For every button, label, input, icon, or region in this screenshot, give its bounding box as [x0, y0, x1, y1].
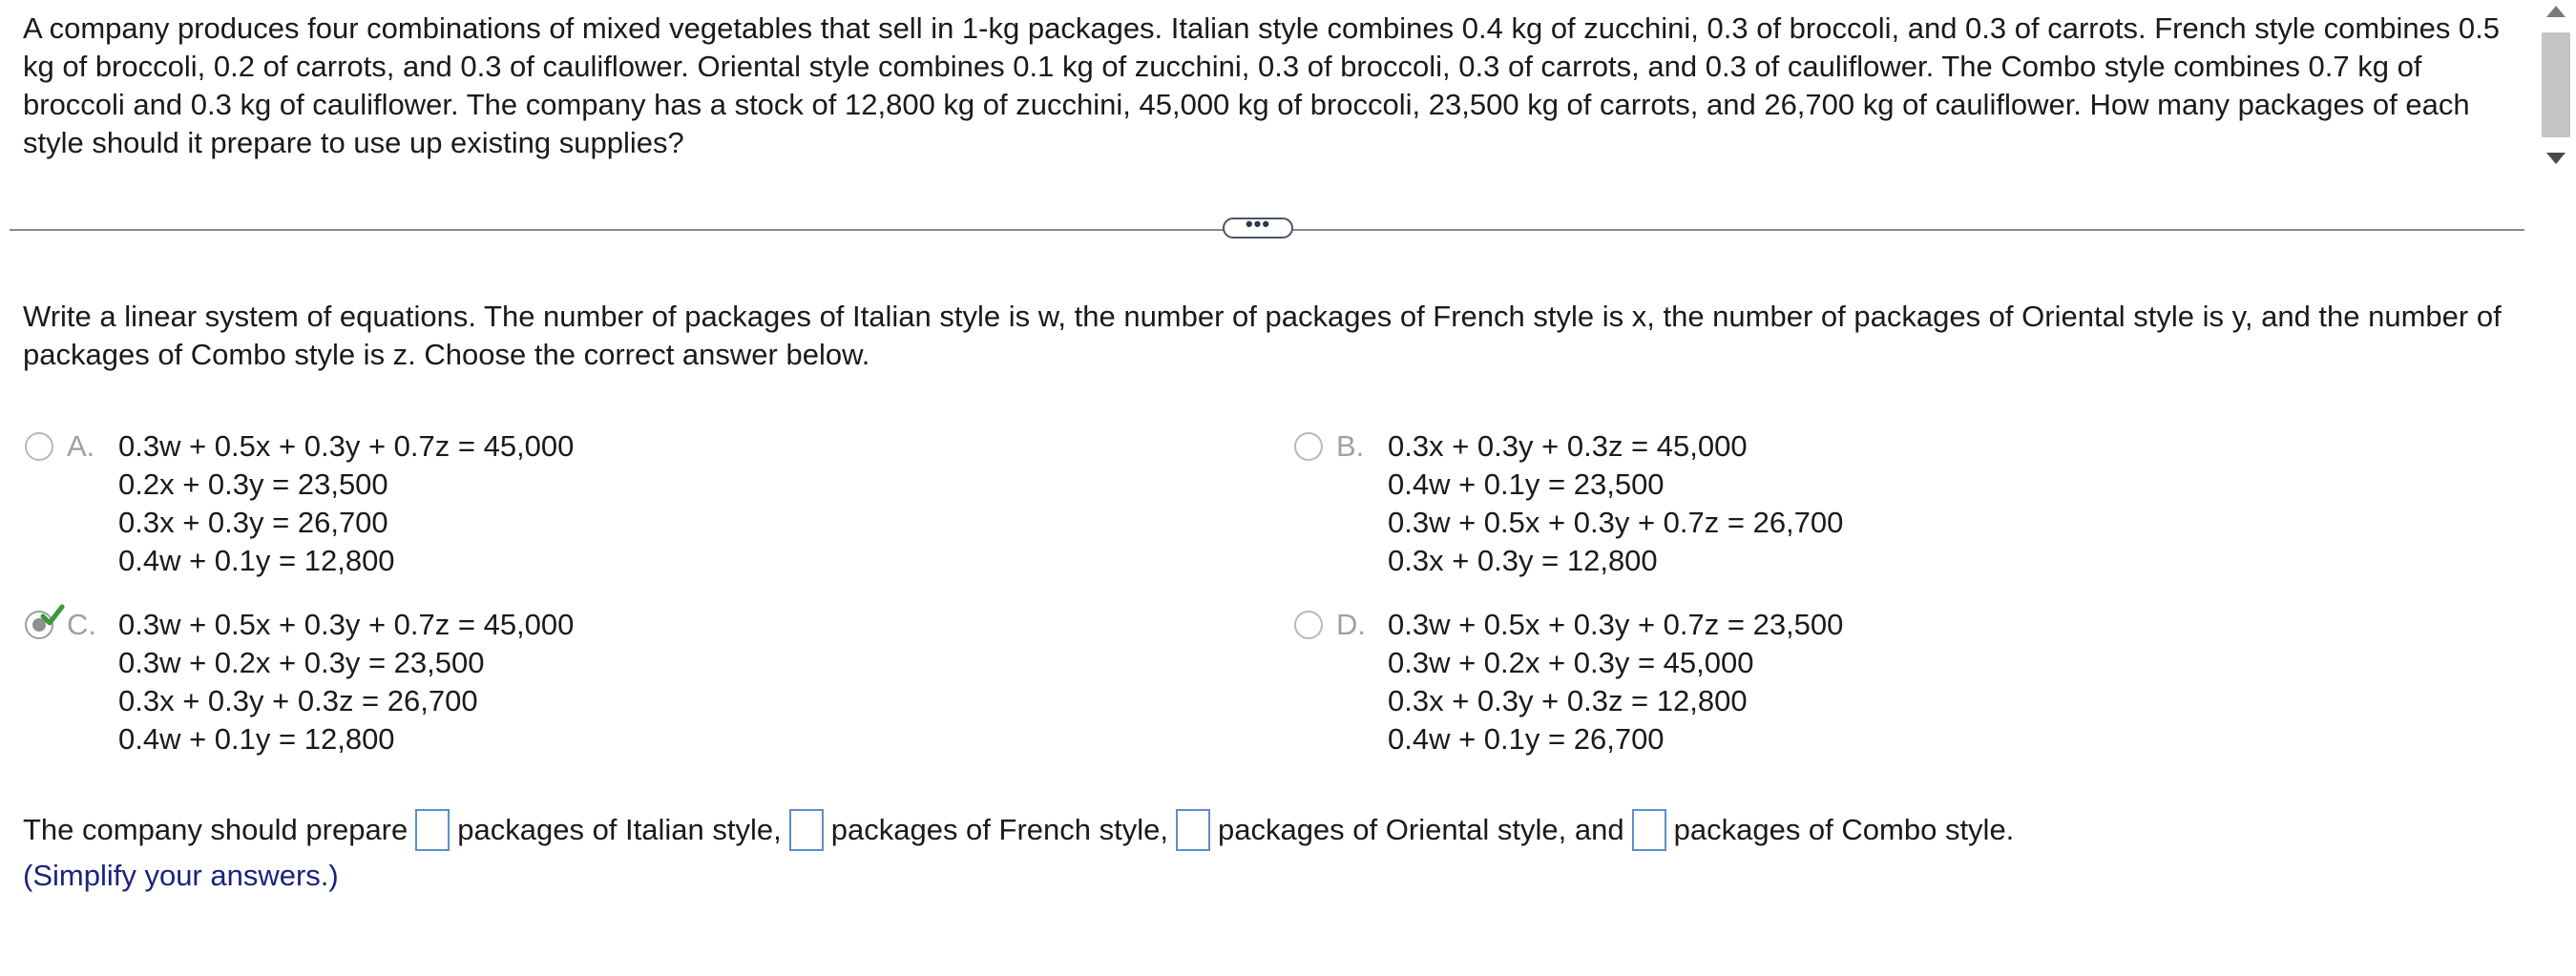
option-c[interactable]: [25, 606, 574, 758]
check-icon: [40, 603, 65, 628]
french-answer-input[interactable]: [789, 809, 824, 851]
expand-more-button[interactable]: •••: [1223, 218, 1293, 239]
option-b-letter: B.: [1336, 429, 1365, 463]
equation: 0.4w + 0.1y = 23,500: [1388, 467, 1665, 501]
equation: 0.3x + 0.3y = 12,800: [1388, 544, 1658, 577]
equation: 0.3w + 0.5x + 0.3y + 0.7z = 26,700: [1388, 506, 1844, 539]
equation: 0.3w + 0.2x + 0.3y = 45,000: [1388, 646, 1754, 679]
equation: 0.3x + 0.3y + 0.3z = 45,000: [1388, 429, 1748, 463]
question-scrollbar[interactable]: [2536, 0, 2576, 172]
option-a-radio[interactable]: [25, 432, 53, 461]
option-b-equations: [1388, 427, 1843, 580]
equation: 0.3w + 0.5x + 0.3y + 0.7z = 23,500: [1388, 608, 1844, 641]
option-c-letter: C.: [67, 608, 96, 641]
option-b-radio[interactable]: [1294, 432, 1323, 461]
equation: 0.4w + 0.1y = 12,800: [118, 544, 395, 577]
combo-label: packages of Combo style.: [1673, 813, 2015, 846]
option-c-equations: [118, 606, 574, 758]
italian-label: packages of Italian style,: [457, 813, 782, 846]
simplify-note: (Simplify your answers.): [23, 859, 339, 892]
answer-sentence: [23, 809, 2014, 851]
equation: 0.3x + 0.3y + 0.3z = 12,800: [1388, 684, 1748, 717]
equation: 0.3w + 0.5x + 0.3y + 0.7z = 45,000: [118, 429, 575, 463]
answer-prefix: The company should prepare: [23, 813, 408, 846]
equation: 0.3x + 0.3y + 0.3z = 26,700: [118, 684, 478, 717]
chevron-down-icon[interactable]: [2546, 153, 2566, 164]
equation: 0.3x + 0.3y = 26,700: [118, 506, 388, 539]
option-d-letter: D.: [1336, 608, 1366, 641]
equation: 0.3w + 0.5x + 0.3y + 0.7z = 45,000: [118, 608, 575, 641]
option-b[interactable]: [1294, 427, 1843, 580]
french-label: packages of French style,: [830, 813, 1168, 846]
option-a-letter: A.: [67, 429, 95, 463]
equation: 0.2x + 0.3y = 23,500: [118, 467, 388, 501]
oriental-answer-input[interactable]: [1176, 809, 1210, 851]
option-d-radio[interactable]: [1294, 611, 1323, 639]
equation: 0.4w + 0.1y = 26,700: [1388, 722, 1665, 756]
option-c-radio[interactable]: [25, 611, 53, 639]
option-a[interactable]: [25, 427, 574, 580]
oriental-label: packages of Oriental style, and: [1217, 813, 1624, 846]
question-text: A company produces four combinations of mixed vegetables that sell in 1-kg packages. Italian style combines 0.4 kg of zucchini, 0.3 of broccoli, and 0.3 of carrots. French style combines 0.5 kg of broccoli, 0.2 of carrots, and 0.3 of cauliflower. Oriental style combines 0.1 kg of zucchini, 0.3 of broccoli, 0.3 of carrots, and 0.3 of cauliflower. The Combo style combines 0.7 kg of broccoli and 0.3 kg of cauliflower. The company has a stock of 12,800 kg of zucchini, 45,000 kg of broccoli, 23,500 kg of carrots, and 26,700 kg of cauliflower. How many packages of each style should it prepare to use up existing supplies?: [23, 11, 2501, 159]
italian-answer-input[interactable]: [415, 809, 450, 851]
combo-answer-input[interactable]: [1632, 809, 1666, 851]
option-d[interactable]: [1294, 606, 1843, 758]
scrollbar-thumb[interactable]: [2542, 32, 2570, 137]
instruction-text: Write a linear system of equations. The number of packages of Italian style is w, the number of packages of French style is x, the number of packages of Oriental style is y, and the number of packages of Combo style is z. Choose the correct answer below.: [23, 300, 2502, 371]
equation: 0.3w + 0.2x + 0.3y = 23,500: [118, 646, 485, 679]
option-a-equations: [118, 427, 574, 580]
equation: 0.4w + 0.1y = 12,800: [118, 722, 395, 756]
chevron-up-icon[interactable]: [2546, 6, 2566, 17]
option-d-equations: [1388, 606, 1843, 758]
